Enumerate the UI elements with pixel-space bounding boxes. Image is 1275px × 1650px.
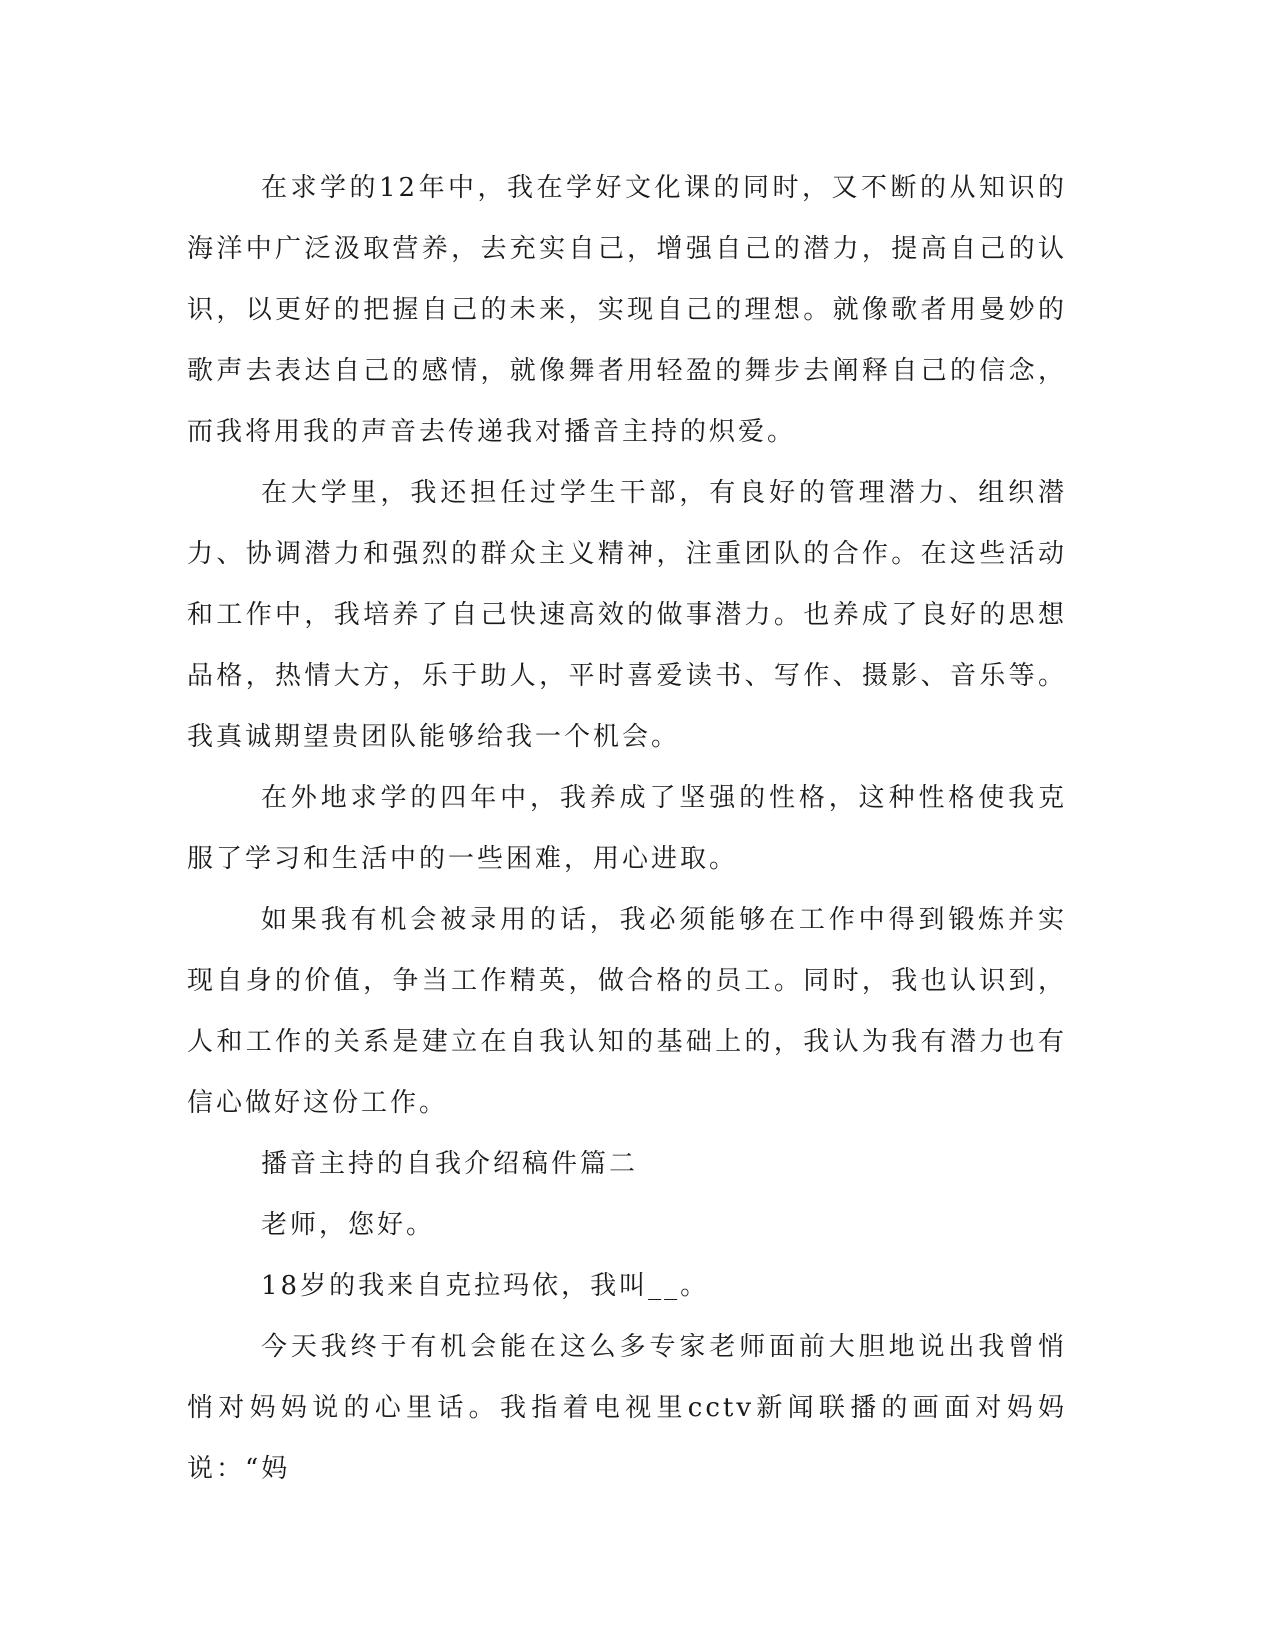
document-body <box>187 158 1067 1500</box>
paragraph-self-intro: 18岁的我来自克拉玛依，我叫__。 <box>261 1271 710 1301</box>
paragraph-four-years: 在外地求学的四年中，我养成了坚强的性格，这种性格使我克服了学习和生活中的一些困难，用心进取。 <box>187 783 1067 874</box>
section-heading-part-two: 播音主持的自我介绍稿件篇二 <box>261 1149 639 1179</box>
paragraph-if-hired: 如果我有机会被录用的话，我必须能够在工作中得到锻炼并实现自身的价值，争当工作精英，做合格的员工。同时，我也认识到，人和工作的关系是建立在自我认知的基础上的，我认为我有潜力也有信心做好这份工作。 <box>187 905 1067 1118</box>
paragraph-greeting: 老师，您好。 <box>261 1210 436 1240</box>
paragraph-university: 在大学里，我还担任过学生干部，有良好的管理潜力、组织潜力、协调潜力和强烈的群众主义精神，注重团队的合作。在这些活动和工作中，我培养了自己快速高效的做事潜力。也养成了良好的思想品格，热情大方，乐于助人，平时喜爱读书、写作、摄影、音乐等。我真诚期望贵团队能够给我一个机会。 <box>187 478 1067 752</box>
paragraph-today: 今天我终于有机会能在这么多专家老师面前大胆地说出我曾悄悄对妈妈说的心里话。我指着电视里cctv新闻联播的画面对妈妈说：“妈 <box>187 1332 1067 1484</box>
paragraph-study-years: 在求学的12年中，我在学好文化课的同时，又不断的从知识的海洋中广泛汲取营养，去充实自己，增强自己的潜力，提高自己的认识，以更好的把握自己的未来，实现自己的理想。就像歌者用曼妙的歌声去表达自己的感情，就像舞者用轻盈的舞步去阐释自己的信念，而我将用我的声音去传递我对播音主持的炽爱。 <box>187 173 1067 447</box>
